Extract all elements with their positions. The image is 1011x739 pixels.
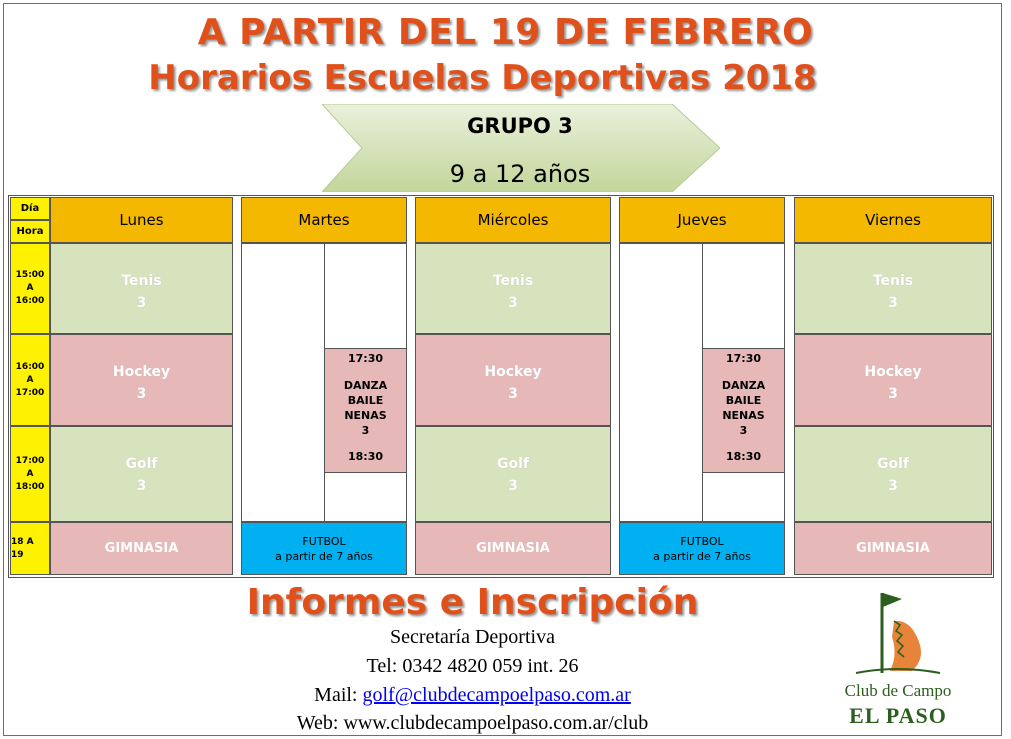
hour-from: 15:00 xyxy=(15,270,45,280)
activity-name: Golf xyxy=(125,456,158,472)
hour-slot-2 xyxy=(10,334,50,426)
activity-group: 3 xyxy=(508,295,518,311)
informes-title: Informes e Inscripción xyxy=(246,582,699,623)
danza-line2: BAILE xyxy=(347,394,384,407)
web-address: Web: www.clubdecampoelpaso.com.ar/club xyxy=(296,712,649,734)
mail-label: Mail: xyxy=(314,684,363,706)
hour-from: 16:00 xyxy=(15,361,45,372)
activity-group: 3 xyxy=(136,478,147,494)
hour-to: 18:00 xyxy=(15,481,45,492)
activity-name: Tenis xyxy=(872,273,914,289)
danza-end: 18:30 xyxy=(725,450,761,463)
activity-name: Hockey xyxy=(864,364,922,380)
hour-sep: A xyxy=(26,283,34,293)
thursday-danza xyxy=(702,348,785,473)
danza-line3: NENAS xyxy=(722,409,765,422)
danza-group: 3 xyxy=(361,424,370,437)
futbol-name: FUTBOL xyxy=(302,534,346,548)
activity-name: Tenis xyxy=(121,273,162,289)
danza-line1: DANZA xyxy=(721,379,766,392)
futbol-note: a partir de 7 años xyxy=(275,549,373,563)
wednesday-hockey xyxy=(415,334,611,426)
danza-end: 18:30 xyxy=(347,450,383,463)
day-header-friday: Viernes xyxy=(794,197,992,243)
friday-gimnasia: GIMNASIA xyxy=(794,522,992,575)
activity-name: Hockey xyxy=(484,364,542,380)
friday-hockey xyxy=(794,334,992,426)
telephone: Tel: 0342 4820 059 int. 26 xyxy=(366,655,579,677)
friday-tenis xyxy=(794,243,992,334)
monday-golf xyxy=(50,426,233,522)
hour-sep: A xyxy=(26,374,34,385)
thursday-futbol xyxy=(619,522,785,575)
activity-group: 3 xyxy=(888,478,898,494)
danza-group: 3 xyxy=(739,424,748,437)
day-header-monday: Lunes xyxy=(50,197,233,243)
wednesday-tenis xyxy=(415,243,611,334)
corner-day: Día xyxy=(10,197,50,220)
logo-text-club: Club de Campo xyxy=(844,681,952,700)
danza-line2: BAILE xyxy=(725,394,762,407)
title-date: A PARTIR DEL 19 DE FEBRERO xyxy=(197,12,814,53)
danza-line3: NENAS xyxy=(344,409,387,422)
friday-golf xyxy=(794,426,992,522)
hour-slot-1 xyxy=(10,243,50,334)
monday-tenis xyxy=(50,243,233,334)
danza-start: 17:30 xyxy=(725,352,761,365)
tuesday-danza xyxy=(324,348,407,473)
corner-hour: Hora xyxy=(10,220,50,243)
activity-group: 3 xyxy=(136,386,147,402)
monday-gimnasia: GIMNASIA xyxy=(50,522,233,575)
tuesday-futbol xyxy=(241,522,407,575)
logo-text-name: EL PASO xyxy=(849,703,947,728)
mail-line xyxy=(0,684,945,707)
danza-start: 17:30 xyxy=(347,352,383,365)
hour-to: 16:00 xyxy=(15,296,45,306)
mail-link[interactable]: golf@clubdecampoelpaso.com.ar xyxy=(362,684,631,706)
wednesday-golf xyxy=(415,426,611,522)
activity-group: 3 xyxy=(136,295,147,311)
activity-name: Golf xyxy=(877,456,909,472)
hour-from: 17:00 xyxy=(15,455,45,466)
activity-name: Golf xyxy=(497,456,529,472)
hour-slot-4: 18 A 19 xyxy=(10,522,50,575)
age-range: 9 a 12 años xyxy=(449,160,591,188)
activity-group: 3 xyxy=(508,478,518,494)
hour-slot-3 xyxy=(10,426,50,522)
day-header-tuesday: Martes xyxy=(241,197,407,243)
activity-name: Tenis xyxy=(492,273,534,289)
day-header-thursday: Jueves xyxy=(619,197,785,243)
hour-to: 17:00 xyxy=(15,387,45,398)
group-label: GRUPO 3 xyxy=(467,114,573,138)
day-header-wednesday: Miércoles xyxy=(415,197,611,243)
danza-line1: DANZA xyxy=(343,379,388,392)
hour-sep: A xyxy=(26,468,34,479)
wednesday-gimnasia: GIMNASIA xyxy=(415,522,611,575)
department: Secretaría Deportiva xyxy=(390,626,555,648)
monday-hockey xyxy=(50,334,233,426)
futbol-name: FUTBOL xyxy=(680,534,724,548)
futbol-note: a partir de 7 años xyxy=(653,549,751,563)
title-schedule: Horarios Escuelas Deportivas 2018 xyxy=(148,58,817,98)
activity-group: 3 xyxy=(888,386,898,402)
activity-group: 3 xyxy=(888,295,898,311)
activity-group: 3 xyxy=(508,386,518,402)
activity-name: Hockey xyxy=(112,364,171,380)
